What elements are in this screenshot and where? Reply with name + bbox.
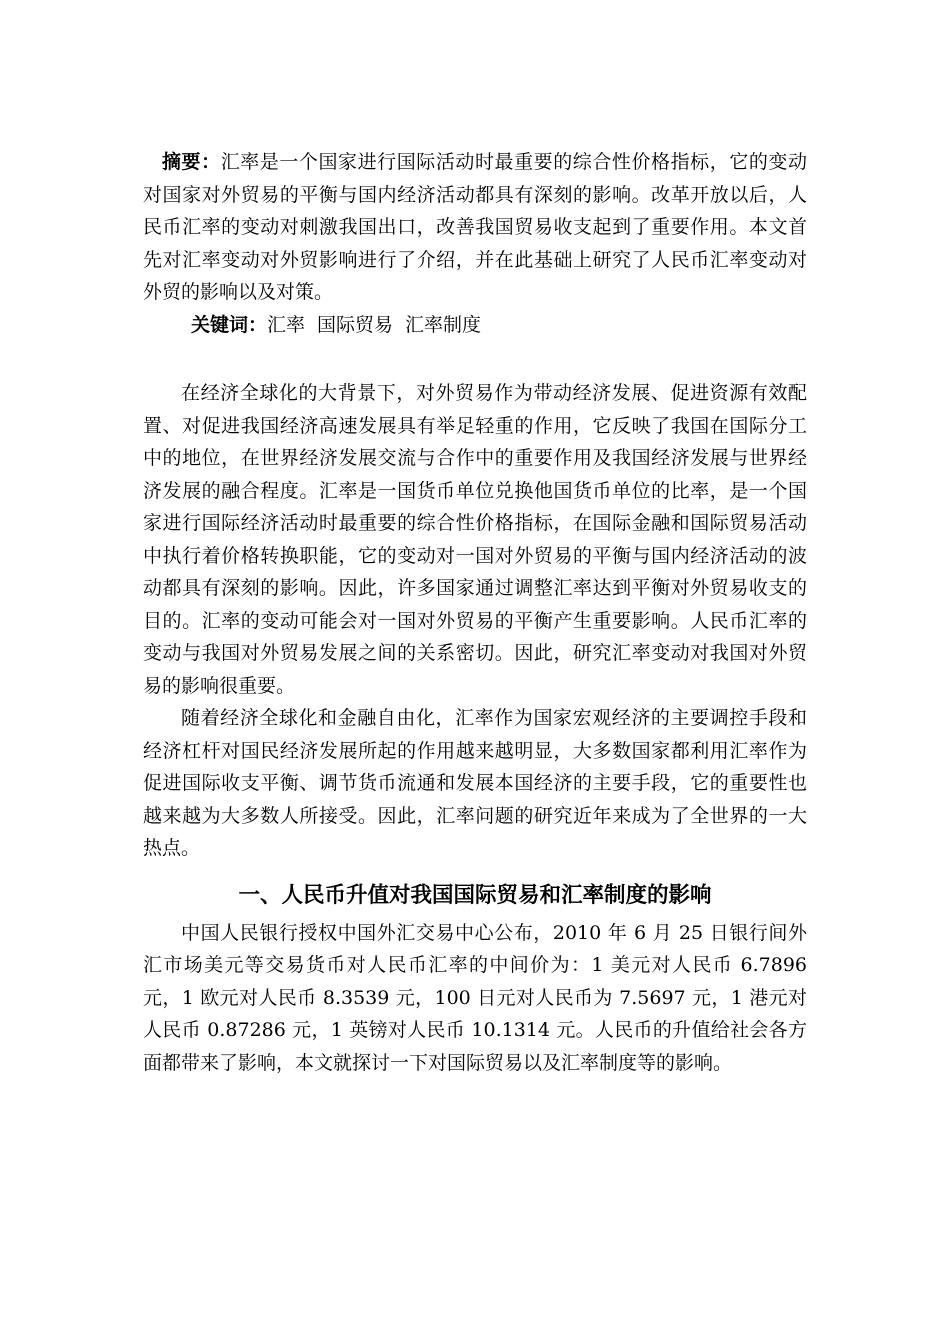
body-paragraph: 在经济全球化的大背景下，对外贸易作为带动经济发展、促进资源有效配置、对促进我国经济高速发展具有举足轻重的作用，它反映了我国在国际分工中的地位，在世界经济发展交流与合作中的重要作用及我国经济发展与世界经济发展的融合程度。汇率是一国货币单位兑换他国货币单位的比率，是一个国家进行国际经济活动时最重要的综合性价格指标，在国际金融和国际贸易活动中执行着价格转换职能，它的变动对一国对外贸易的平衡与国内经济活动的波动都具有深刻的影响。因此，许多国家通过调整汇率达到平衡对外贸易收支的目的。汇率的变动可能会对一国对外贸易的平衡产生重要影响。人民币汇率的变动与我国对外贸易发展之间的关系密切。因此，研究汇率变动对我国对外贸易的影响很重要。 xyxy=(143,382,807,697)
keyword-item: 国际贸易 xyxy=(317,313,394,336)
section-paragraph: 中国人民银行授权中国外汇交易中心公布，2010 年 6 月 25 日银行间外汇市场美元等交易货币对人民币汇率的中间价为：1 美元对人民币 6.7896 元，1 欧元对人民币 8.3539 元，100 日元对人民币为 7.5697 元，1 港元对人民币 0.87286 元，1 英镑对人民币 10.1314 元。人民币的升值给社会各方面都带来了影响，本文就探讨一下对国际贸易以及汇率制度等的影响。 xyxy=(143,921,807,1074)
keyword-item: 汇率 xyxy=(267,313,306,336)
section-heading: 一、人民币升值对我国国际贸易和汇率制度的影响 xyxy=(238,882,712,908)
abstract-text: 汇率是一个国家进行国际活动时最重要的综合性价格指标，它的变动对国家对外贸易的平衡与国内经济活动都具有深刻的影响。改革开放以后，人民币汇率的变动对刺激我国出口，改善我国贸易收支起到了重要作用。本文首先对汇率变动对外贸影响进行了介绍，并在此基础上研究了人民币汇率变动对外贸的影响以及对策。 xyxy=(143,151,807,303)
document-page xyxy=(143,146,807,1079)
body-paragraph: 随着经济全球化和金融自由化，汇率作为国家宏观经济的主要调控手段和经济杠杆对国民经济发展所起的作用越来越明显，大多数国家都利用汇率作为促进国际收支平衡、调节货币流通和发展本国经济的主要手段，它的重要性也越来越为大多数人所接受。因此，汇率问题的研究近年来成为了全世界的一大热点。 xyxy=(143,707,807,859)
keywords-label: 关键词： xyxy=(191,313,268,336)
spacer xyxy=(143,341,807,377)
abstract-label: 摘要： xyxy=(162,151,221,173)
keywords-line xyxy=(191,309,807,342)
abstract-paragraph xyxy=(143,146,807,309)
keyword-item: 汇率制度 xyxy=(405,313,482,336)
